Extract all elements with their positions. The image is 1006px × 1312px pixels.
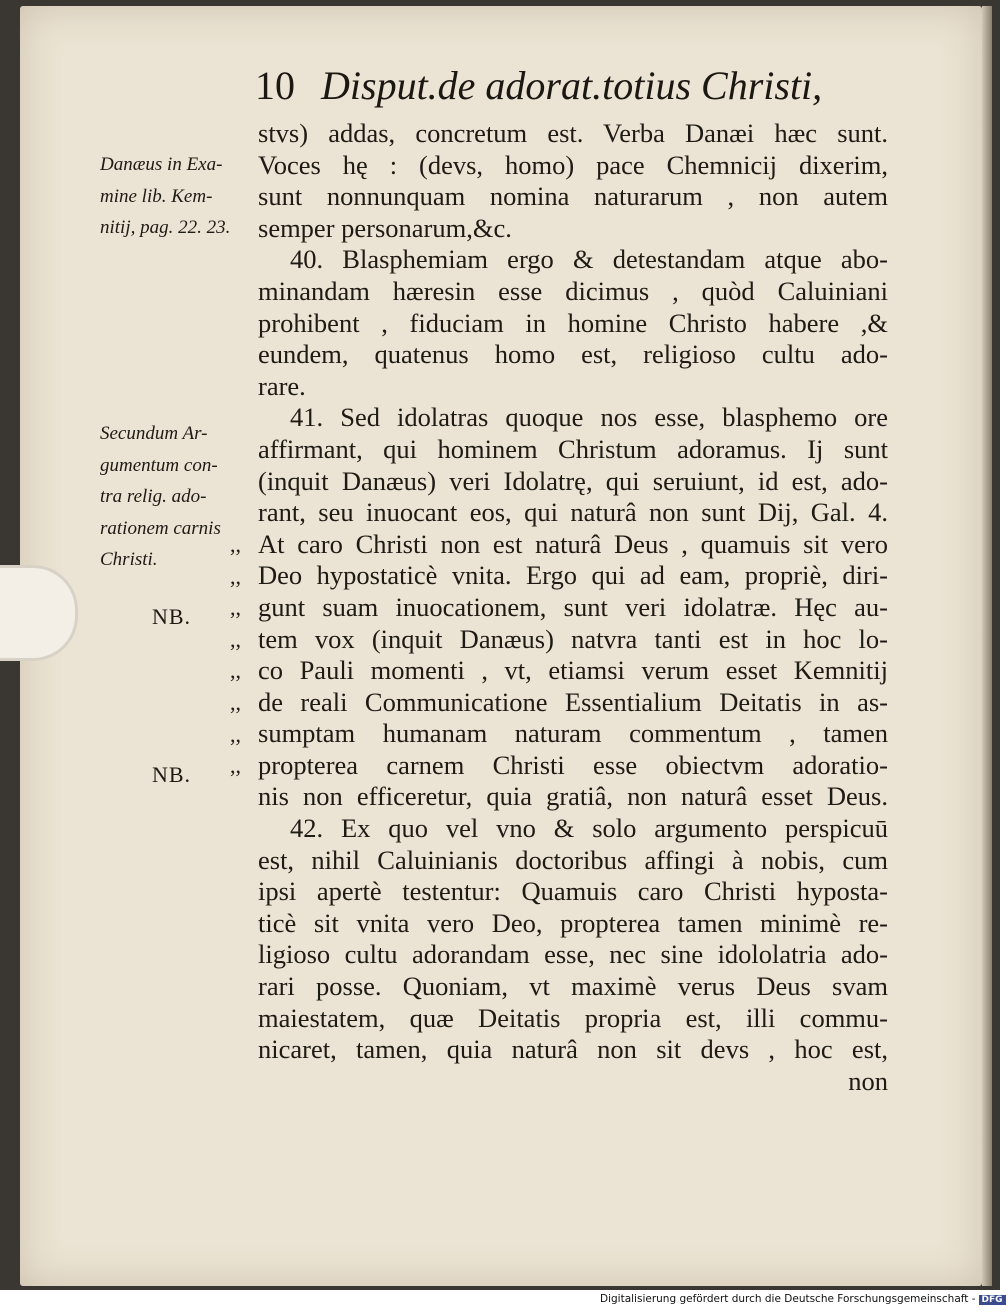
quote-mark: ,, <box>230 658 241 684</box>
text-line: tem vox (inquit Danæus) natvra tanti est in hoc lo- <box>258 623 888 654</box>
margin-note-line: nitij, pag. 22. 23. <box>100 217 231 239</box>
text-line: co Pauli momenti , vt, etiamsi verum esset Kemnitij <box>258 655 888 686</box>
margin-note-line: rationem carnis <box>100 517 221 539</box>
text-line: 41. Sed idolatras quoque nos esse, blasphemo ore <box>290 402 888 433</box>
margin-note-line: tra relig. ado- <box>100 486 207 508</box>
margin-note-line: Secundum Ar- <box>100 423 208 444</box>
text-line: 40. Blasphemiam ergo & detestandam atque abo- <box>290 244 888 275</box>
text-line: semper personarum,&c. <box>258 212 512 243</box>
quote-mark: ,, <box>230 563 241 589</box>
text-line: sunt nonnunquam nomina naturarum , non autem <box>258 181 888 212</box>
text-line: nis non efficeretur, quia gratiâ, non naturâ esset Deus. <box>258 781 888 812</box>
footer-text: Digitalisierung gefördert durch die Deutsche Forschungsgemeinschaft - <box>600 1293 976 1305</box>
text-line: Voces hę : (devs, homo) pace Chemnicij dixerim, <box>258 149 888 180</box>
text-line: rare. <box>258 370 306 401</box>
quotation-marks <box>230 529 254 782</box>
text-line: rari posse. Quoniam, vt maximè verus Deus svam <box>258 971 888 1002</box>
text-line: ipsi apertè testentur: Quamuis caro Christi hyposta- <box>258 876 888 907</box>
quote-mark: ,, <box>230 721 241 747</box>
nb-mark: NB. <box>152 604 192 629</box>
running-header <box>255 62 895 112</box>
text-line: (inquit Danæus) veri Idolatrę, qui seruiunt, id est, ado- <box>258 465 888 496</box>
margin-note-line: Danæus in Exa- <box>100 154 223 175</box>
text-line: sumptam humanam naturam commentum , tamen <box>258 718 888 749</box>
margin-note-line: mine lib. Kem- <box>100 185 213 207</box>
text-line: gunt suam inuocationem, sunt veri idolatræ. Hęc au- <box>258 591 888 622</box>
text-line: ticè sit vnita vero Deo, propterea tamen minimè re- <box>258 907 888 938</box>
quote-mark: ,, <box>230 532 241 557</box>
text-line: de reali Communicatione Essentialium Deitatis in as- <box>258 686 888 717</box>
text-line: rant, seu inuocant eos, qui naturâ non sunt Dij, Gal. 4. <box>258 497 888 528</box>
text-line: At caro Christi non est naturâ Deus , quamuis sit vero <box>258 528 888 559</box>
digitization-footer <box>600 1293 1003 1309</box>
nb-mark: NB. <box>152 762 192 787</box>
margin-note-line: gumentum con- <box>100 454 218 476</box>
dfg-logo: DFG <box>979 1295 1006 1305</box>
text-line: ligioso cultu adorandam esse, nec sine idololatria ado- <box>258 939 888 970</box>
text-line: Deo hypostaticè vnita. Ergo qui ad eam, propriè, diri- <box>258 560 888 591</box>
text-line: nicaret, tamen, quia naturâ non sit devs , hoc est, <box>258 1034 888 1065</box>
quote-mark: ,, <box>230 626 241 652</box>
main-text <box>258 118 888 1097</box>
margin-note-line: Christi. <box>100 549 158 571</box>
text-line: 42. Ex quo vel vno & solo argumento perspicuū <box>290 813 888 844</box>
quote-mark: ,, <box>230 753 241 779</box>
text-line: affirmant, qui hominem Christum adoramus. Ij sunt <box>258 433 888 464</box>
text-line: est, nihil Caluinianis doctoribus affingi à nobis, cum <box>258 844 888 875</box>
quote-mark: ,, <box>230 595 241 621</box>
text-line: eundem, quatenus homo est, religioso cultu ado- <box>258 339 888 370</box>
page-number: 10 <box>255 63 295 108</box>
text-line: minandam hæresin esse dicimus , quòd Caluiniani <box>258 275 888 306</box>
text-line: maiestatem, quæ Deitatis propria est, illi commu- <box>258 1002 888 1033</box>
text-line: propterea carnem Christi esse obiectvm adoratio- <box>258 749 888 780</box>
running-title: Disput.de adorat.totius Christi, <box>321 63 823 108</box>
margin-note-danaeus <box>100 149 260 244</box>
text-line: prohibent , fiduciam in homine Christo habere ,& <box>258 307 888 338</box>
page-edge <box>982 6 992 1286</box>
quote-mark: ,, <box>230 689 241 715</box>
text-line: stvs) addas, concretum est. Verba Danæi hæc sunt. <box>258 118 888 148</box>
catchword: non <box>848 1065 888 1096</box>
